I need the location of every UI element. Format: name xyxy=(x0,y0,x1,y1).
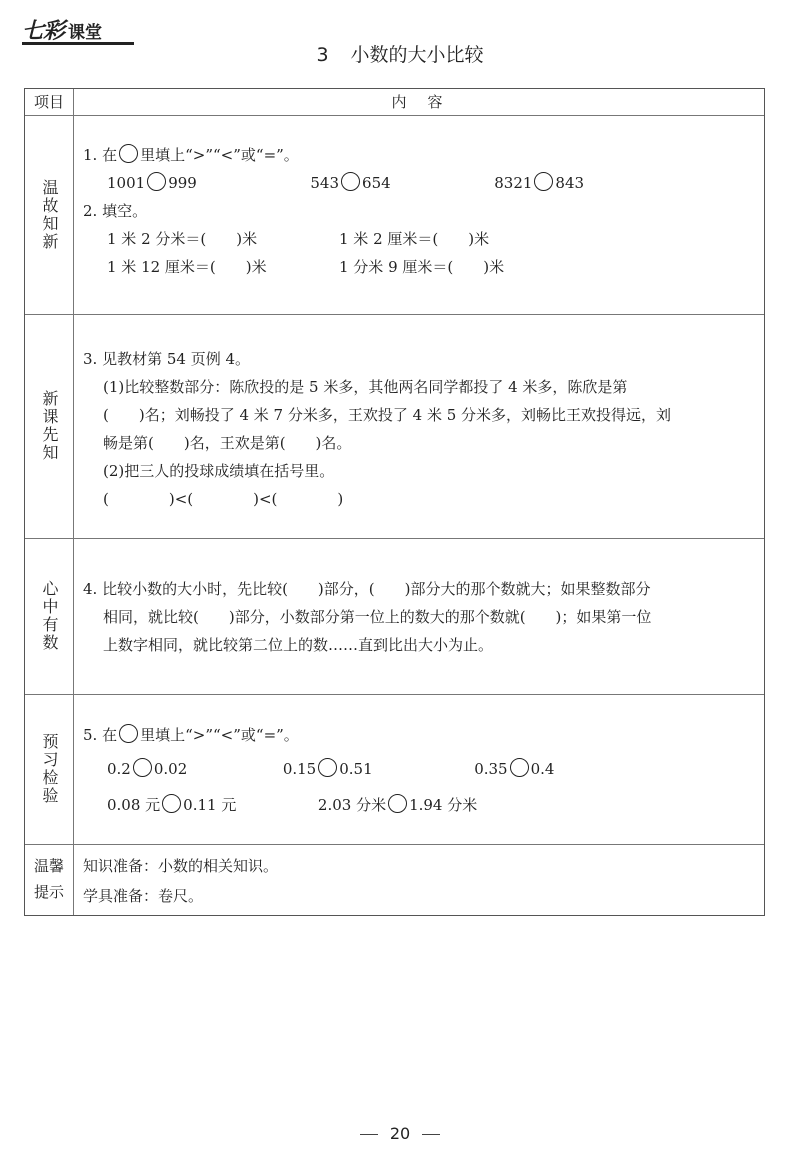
q5-row1 xyxy=(83,755,744,783)
row-divider xyxy=(25,538,764,539)
page-number-text: 20 xyxy=(389,1124,411,1143)
q5-prefix: 5. 在 xyxy=(83,726,118,744)
header-item: 项目 xyxy=(33,93,64,111)
q5-left: 0.08 元 xyxy=(107,796,161,814)
row-divider xyxy=(25,844,764,845)
q5-right: 0.4 xyxy=(530,760,555,778)
q1-item-left: 8321 xyxy=(494,174,533,192)
compare-circle[interactable] xyxy=(510,758,529,777)
review-section xyxy=(83,141,744,281)
p1-line: 畅是第( )名，王欢是第( )名。 xyxy=(103,434,352,452)
header-content: 内 容 xyxy=(391,93,446,111)
row-divider xyxy=(25,314,764,315)
page-title xyxy=(0,40,800,67)
q3-line: 3. 见教材第 54 页例 4。 xyxy=(83,350,251,368)
q1-line xyxy=(83,141,744,169)
q2-item: 1 分米 9 厘米＝( )米 xyxy=(339,258,505,276)
compare-circle[interactable] xyxy=(534,172,553,191)
label-tips xyxy=(25,853,73,905)
compare-circle[interactable] xyxy=(119,724,138,743)
label-preview: 新课先知 xyxy=(40,390,59,462)
q1-item-right: 654 xyxy=(362,174,391,192)
p1-line: ( )名；刘畅投了 4 米 7 分米多，王欢投了 4 米 5 分米多，刘畅比王欢投得远，刘 xyxy=(103,406,672,424)
column-divider xyxy=(73,89,74,915)
q5-suffix: 里填上“>”“<”或“=”。 xyxy=(140,726,299,744)
q2-item: 1 米 2 分米＝( )米 xyxy=(107,230,258,248)
p1-line: (1)比较整数部分：陈欣投的是 5 米多，其他两名同学都投了 4 米多，陈欣是第 xyxy=(103,378,628,396)
q5-right: 0.51 xyxy=(339,760,373,778)
preview-section xyxy=(83,345,754,513)
summary-line: 上数字相同，就比较第二位上的数……直到比出大小为止。 xyxy=(103,636,494,654)
q1-item-right: 999 xyxy=(168,174,197,192)
label-check: 预习检验 xyxy=(40,733,59,805)
p2-line: (2)把三人的投球成绩填在括号里。 xyxy=(103,462,335,480)
tips-section xyxy=(83,851,744,911)
q5-left: 0.15 xyxy=(282,760,317,778)
lesson-number: 3 xyxy=(316,44,329,66)
q5-left: 0.35 xyxy=(474,760,508,778)
q2-row xyxy=(83,225,744,253)
q2-item: 1 米 2 厘米＝( )米 xyxy=(339,230,490,248)
compare-circle[interactable] xyxy=(133,758,152,777)
q5-line xyxy=(83,721,744,749)
q5-left: 0.2 xyxy=(107,760,131,778)
q5-left: 2.03 分米 xyxy=(317,796,387,814)
row-divider xyxy=(25,694,764,695)
compare-circle[interactable] xyxy=(147,172,166,191)
q5-right: 1.94 分米 xyxy=(409,796,478,814)
compare-circle[interactable] xyxy=(162,794,181,813)
label-tips-text: 温馨提示 xyxy=(33,857,64,901)
summary-section xyxy=(83,575,754,659)
q1-item-left: 1001 xyxy=(107,174,146,192)
tips-line: 学具准备：卷尺。 xyxy=(83,887,204,905)
compare-circle[interactable] xyxy=(318,758,337,777)
page-number xyxy=(0,1124,800,1143)
q2-line: 2. 填空。 xyxy=(83,202,148,220)
q1-prefix: 1. 在 xyxy=(83,146,118,164)
summary-line: 相同，就比较( )部分，小数部分第一位上的数大的那个数就( )；如果第一位 xyxy=(103,608,652,626)
label-review: 温故知新 xyxy=(40,178,59,251)
q1-item-right: 843 xyxy=(555,174,585,192)
q5-right: 0.11 元 xyxy=(183,796,237,814)
q2-row xyxy=(83,253,744,281)
q1-items xyxy=(83,169,744,197)
q5-right: 0.02 xyxy=(153,760,188,778)
brand-word: 课堂 xyxy=(68,23,103,43)
lesson-title: 小数的大小比较 xyxy=(350,44,484,66)
compare-circle[interactable] xyxy=(119,144,138,163)
check-section xyxy=(83,721,744,819)
compare-circle[interactable] xyxy=(388,794,407,813)
label-summary: 心中有数 xyxy=(40,580,59,652)
row-divider xyxy=(25,115,764,116)
q2-item: 1 米 12 厘米＝( )米 xyxy=(107,258,267,276)
compare-circle[interactable] xyxy=(341,172,360,191)
q5-row2 xyxy=(83,791,744,819)
preview-table xyxy=(24,88,765,916)
p2-blanks: ( )<( )<( ) xyxy=(103,490,344,508)
brand-script: 七彩 xyxy=(22,18,65,44)
summary-line: 4. 比较小数的大小时，先比较( )部分，( )部分大的那个数就大；如果整数部分 xyxy=(83,580,651,598)
tips-line: 知识准备：小数的相关知识。 xyxy=(83,857,279,875)
q1-suffix: 里填上“>”“<”或“=”。 xyxy=(140,146,299,164)
q1-item-left: 543 xyxy=(310,174,340,192)
